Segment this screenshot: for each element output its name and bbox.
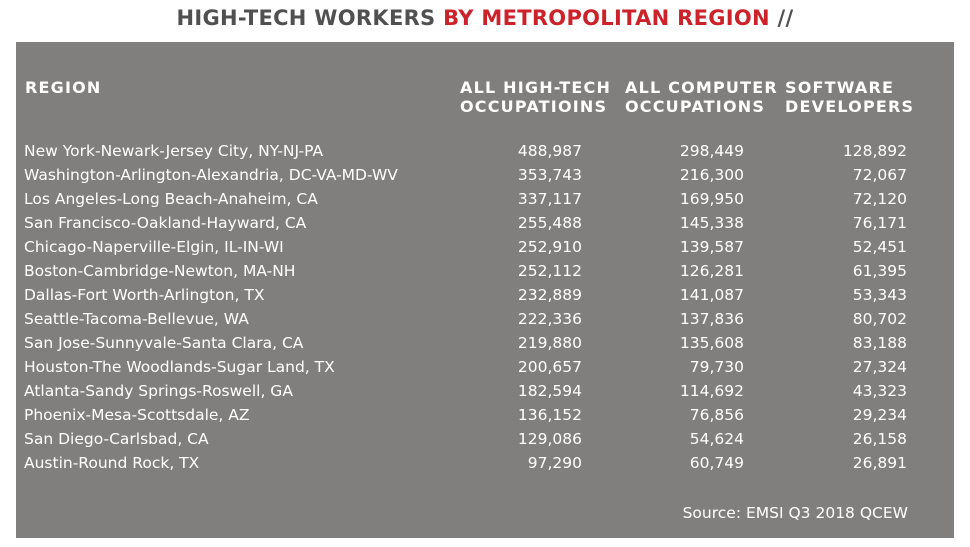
- software-cell: 26,891: [852, 454, 907, 472]
- software-cell: 72,067: [852, 166, 907, 184]
- computer-cell: 139,587: [679, 238, 744, 256]
- region-cell: Dallas-Fort Worth-Arlington, TX: [24, 286, 265, 304]
- header-high-tech: [460, 78, 611, 116]
- software-cell: 61,395: [852, 262, 907, 280]
- header-software: [785, 78, 914, 116]
- header-high-tech-line1: ALL HIGH-TECH: [460, 78, 612, 97]
- software-cell: 52,451: [852, 238, 907, 256]
- software-cell: 43,323: [852, 382, 907, 400]
- high-tech-cell: 97,290: [527, 454, 582, 472]
- table-row: [16, 139, 954, 163]
- high-tech-cell: 222,336: [517, 310, 582, 328]
- computer-cell: 114,692: [679, 382, 744, 400]
- chart-title: [0, 6, 970, 30]
- header-software-line1: SOFTWARE: [785, 78, 895, 97]
- region-cell: San Jose-Sunnyvale-Santa Clara, CA: [24, 334, 304, 352]
- software-cell: 76,171: [852, 214, 907, 232]
- table-row: [16, 259, 954, 283]
- software-cell: 27,324: [852, 358, 907, 376]
- computer-cell: 216,300: [679, 166, 744, 184]
- high-tech-cell: 255,488: [517, 214, 582, 232]
- title-part-2: BY METROPOLITAN REGION: [443, 6, 770, 30]
- table-row: [16, 187, 954, 211]
- high-tech-cell: 219,880: [517, 334, 582, 352]
- region-cell: Phoenix-Mesa-Scottsdale, AZ: [24, 406, 250, 424]
- software-cell: 53,343: [852, 286, 907, 304]
- table-row: [16, 451, 954, 475]
- high-tech-cell: 252,910: [517, 238, 582, 256]
- region-cell: Houston-The Woodlands-Sugar Land, TX: [24, 358, 335, 376]
- table-row: [16, 427, 954, 451]
- software-cell: 80,702: [852, 310, 907, 328]
- high-tech-cell: 337,117: [517, 190, 582, 208]
- table-row: [16, 307, 954, 331]
- table-row: [16, 163, 954, 187]
- table-row: [16, 331, 954, 355]
- header-region: [25, 78, 102, 97]
- region-cell: San Francisco-Oakland-Hayward, CA: [24, 214, 307, 232]
- computer-cell: 141,087: [679, 286, 744, 304]
- header-computer-line1: ALL COMPUTER: [625, 78, 778, 97]
- high-tech-cell: 136,152: [517, 406, 582, 424]
- software-cell: 26,158: [852, 430, 907, 448]
- region-cell: Los Angeles-Long Beach-Anaheim, CA: [24, 190, 318, 208]
- header-region-line1: REGION: [25, 78, 102, 97]
- high-tech-cell: 353,743: [517, 166, 582, 184]
- computer-cell: 298,449: [679, 142, 744, 160]
- high-tech-cell: 232,889: [517, 286, 582, 304]
- table-row: [16, 283, 954, 307]
- high-tech-cell: 488,987: [517, 142, 582, 160]
- region-cell: Washington-Arlington-Alexandria, DC-VA-MD-WV: [24, 166, 398, 184]
- computer-cell: 126,281: [679, 262, 744, 280]
- high-tech-cell: 182,594: [517, 382, 582, 400]
- table-row: [16, 355, 954, 379]
- table-row: [16, 235, 954, 259]
- software-cell: 72,120: [852, 190, 907, 208]
- high-tech-cell: 252,112: [517, 262, 582, 280]
- header-computer: [625, 78, 778, 116]
- region-cell: New York-Newark-Jersey City, NY-NJ-PA: [24, 142, 324, 160]
- computer-cell: 76,856: [689, 406, 744, 424]
- high-tech-cell: 200,657: [517, 358, 582, 376]
- computer-cell: 145,338: [679, 214, 744, 232]
- title-part-3: //: [769, 6, 794, 30]
- high-tech-cell: 129,086: [517, 430, 582, 448]
- region-cell: Austin-Round Rock, TX: [24, 454, 200, 472]
- region-cell: Atlanta-Sandy Springs-Roswell, GA: [24, 382, 293, 400]
- software-cell: 128,892: [842, 142, 907, 160]
- title-part-1: HIGH-TECH WORKERS: [176, 6, 444, 30]
- table-body: [16, 139, 954, 475]
- computer-cell: 135,608: [679, 334, 744, 352]
- software-cell: 83,188: [852, 334, 907, 352]
- computer-cell: 79,730: [689, 358, 744, 376]
- computer-cell: 54,624: [689, 430, 744, 448]
- source-note: Source: EMSI Q3 2018 QCEW: [682, 504, 908, 522]
- software-cell: 29,234: [852, 406, 907, 424]
- computer-cell: 60,749: [689, 454, 744, 472]
- region-cell: Boston-Cambridge-Newton, MA-NH: [24, 262, 296, 280]
- computer-cell: 137,836: [679, 310, 744, 328]
- region-cell: Seattle-Tacoma-Bellevue, WA: [24, 310, 249, 328]
- header-high-tech-line2: OCCUPATIOINS: [460, 97, 608, 116]
- header-software-line2: DEVELOPERS: [785, 97, 915, 116]
- computer-cell: 169,950: [679, 190, 744, 208]
- header-computer-line2: OCCUPATIONS: [625, 97, 766, 116]
- region-cell: San Diego-Carlsbad, CA: [24, 430, 209, 448]
- table-row: [16, 379, 954, 403]
- table-row: [16, 211, 954, 235]
- region-cell: Chicago-Naperville-Elgin, IL-IN-WI: [24, 238, 284, 256]
- table-panel: [16, 42, 954, 538]
- table-row: [16, 403, 954, 427]
